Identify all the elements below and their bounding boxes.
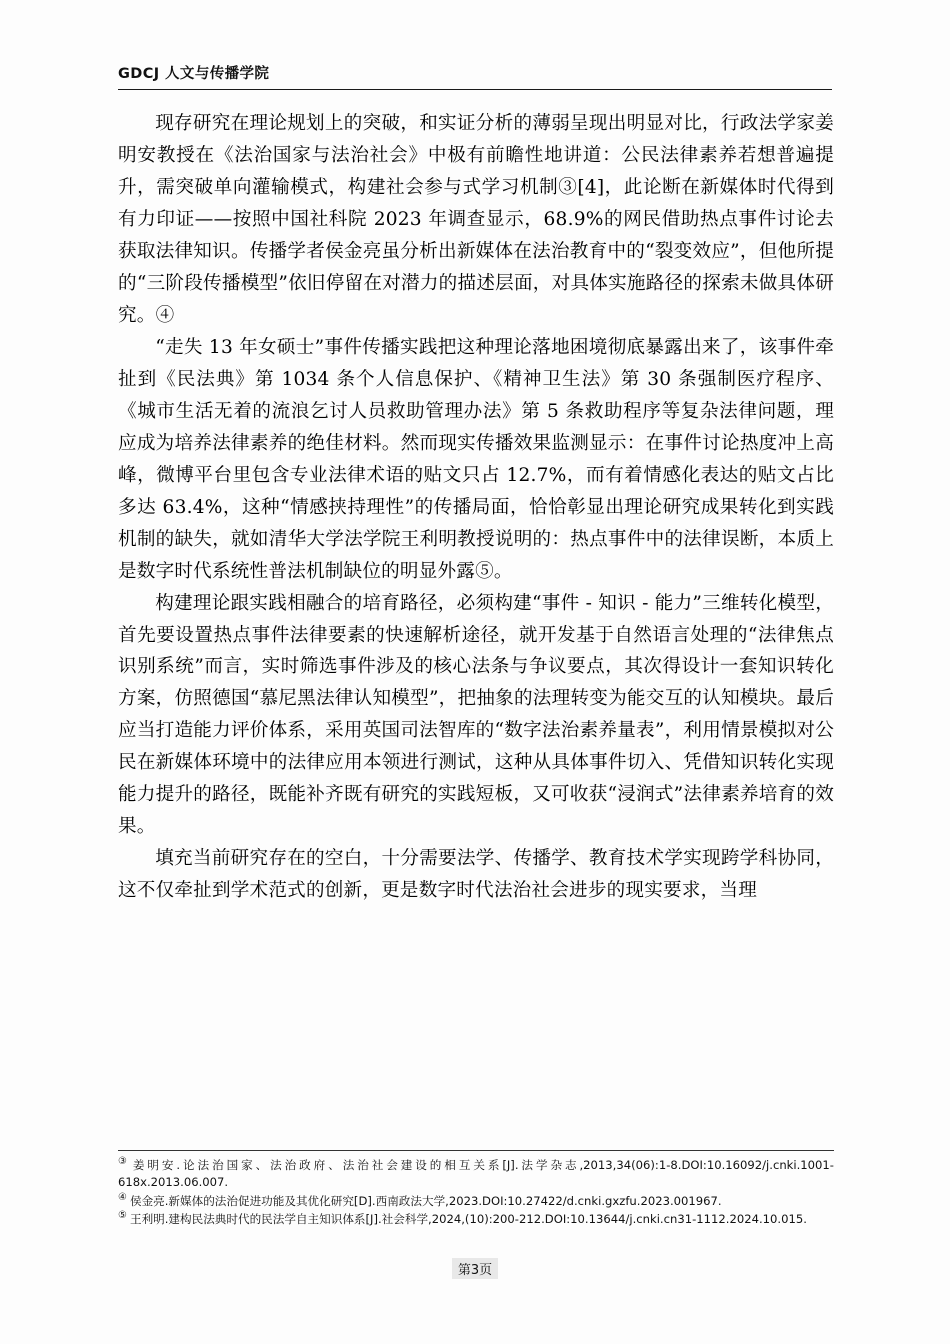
footnote-text: 姜明安.论法治国家、法治政府、法治社会建设的相互关系[J].法学杂志,2013,34(06):1-8.DOI:10.16092/j.cnki.1001-618x.2013.06.007. <box>118 1158 834 1190</box>
body-paragraph-3: 构建理论跟实践相融合的培育路径，必须构建“事件 - 知识 - 能力”三维转化模型，首先要设置热点事件法律要素的快速解析途径，就开发基于自然语言处理的“法律焦点识别系统”而言，实时筛选事件涉及的核心法条与争议要点，其次得设计一套知识转化方案，仿照德国“慕尼黑法律认知模型”，把抽象的法理转变为能交互的认知模块。最后应当打造能力评价体系，采用英国司法智库的“数字法治素养量表”，利用情景模拟对公民在新媒体环境中的法律应用本领进行测试，这种从具体事件切入、凭借知识转化实现能力提升的路径，既能补齐既有研究的实践短板，又可收获“浸润式”法律素养培育的效果。 <box>118 592 834 838</box>
footnote-item <box>118 1193 834 1210</box>
page-number: 第3页 <box>452 1258 498 1279</box>
document-body <box>118 108 834 907</box>
page-header <box>118 62 832 90</box>
header-title: GDCJ 人文与传播学院 <box>118 66 270 82</box>
footnote-text: 王利明.建构民法典时代的民法学自主知识体系[J].社会科学,2024,(10):200-212.DOI:10.13644/j.cnki.cn31-1112.2024.10.015. <box>129 1212 807 1227</box>
footnote-marker: ③ <box>118 1156 130 1168</box>
footnote-section <box>118 1150 834 1230</box>
body-paragraph-1: 现存研究在理论规划上的突破，和实证分析的薄弱呈现出明显对比，行政法学家姜明安教授在《法治国家与法治社会》中极有前瞻性地讲道：公民法律素养若想普遍提升，需突破单向灌输模式，构建社会参与式学习机制③[4]，此论断在新媒体时代得到有力印证——按照中国社科院 2023 年调查显示，68.9%的网民借助热点事件讨论去获取法律知识。传播学者侯金亮虽分析出新媒体在法治教育中的“裂变效应”，但他所提的“三阶段传播模型”依旧停留在对潜力的描述层面，对具体实施路径的探索未做具体研究。④ <box>118 113 834 326</box>
footnote-text: 侯金亮.新媒体的法治促进功能及其优化研究[D].西南政法大学,2023.DOI:10.27422/d.cnki.gxzfu.2023.001967. <box>129 1193 722 1208</box>
body-paragraph-4: 填充当前研究存在的空白，十分需要法学、传播学、教育技术学实现跨学科协同，这不仅牵扯到学术范式的创新，更是数字时代法治社会进步的现实要求，当理 <box>118 848 834 902</box>
footnote-marker: ⑤ <box>118 1210 127 1222</box>
footnote-item <box>118 1211 834 1228</box>
page-footer <box>0 1258 950 1279</box>
footnote-divider <box>118 1150 834 1151</box>
footnote-marker: ④ <box>118 1191 127 1203</box>
header-divider <box>118 89 832 90</box>
body-paragraph-2: “走失 13 年女硕士”事件传播实践把这种理论落地困境彻底暴露出来了，该事件牵扯到《民法典》第 1034 条个人信息保护、《精神卫生法》第 30 条强制医疗程序、《城市生活无着的流浪乞讨人员救助管理办法》第 5 条救助程序等复杂法律问题，理应成为培养法律素养的绝佳材料。然而现实传播效果监测显示：在事件讨论热度冲上高峰，微博平台里包含专业法律术语的贴文只占 12.7%，而有着情感化表达的贴文占比多达 63.4%，这种“情感挟持理性”的传播局面，恰恰彰显出理论研究成果转化到实践机制的缺失，就如清华大学法学院王利明教授说明的：热点事件中的法律误断，本质上是数字时代系统性普法机制缺位的明显外露⑤。 <box>118 336 834 582</box>
footnote-item <box>118 1157 834 1192</box>
